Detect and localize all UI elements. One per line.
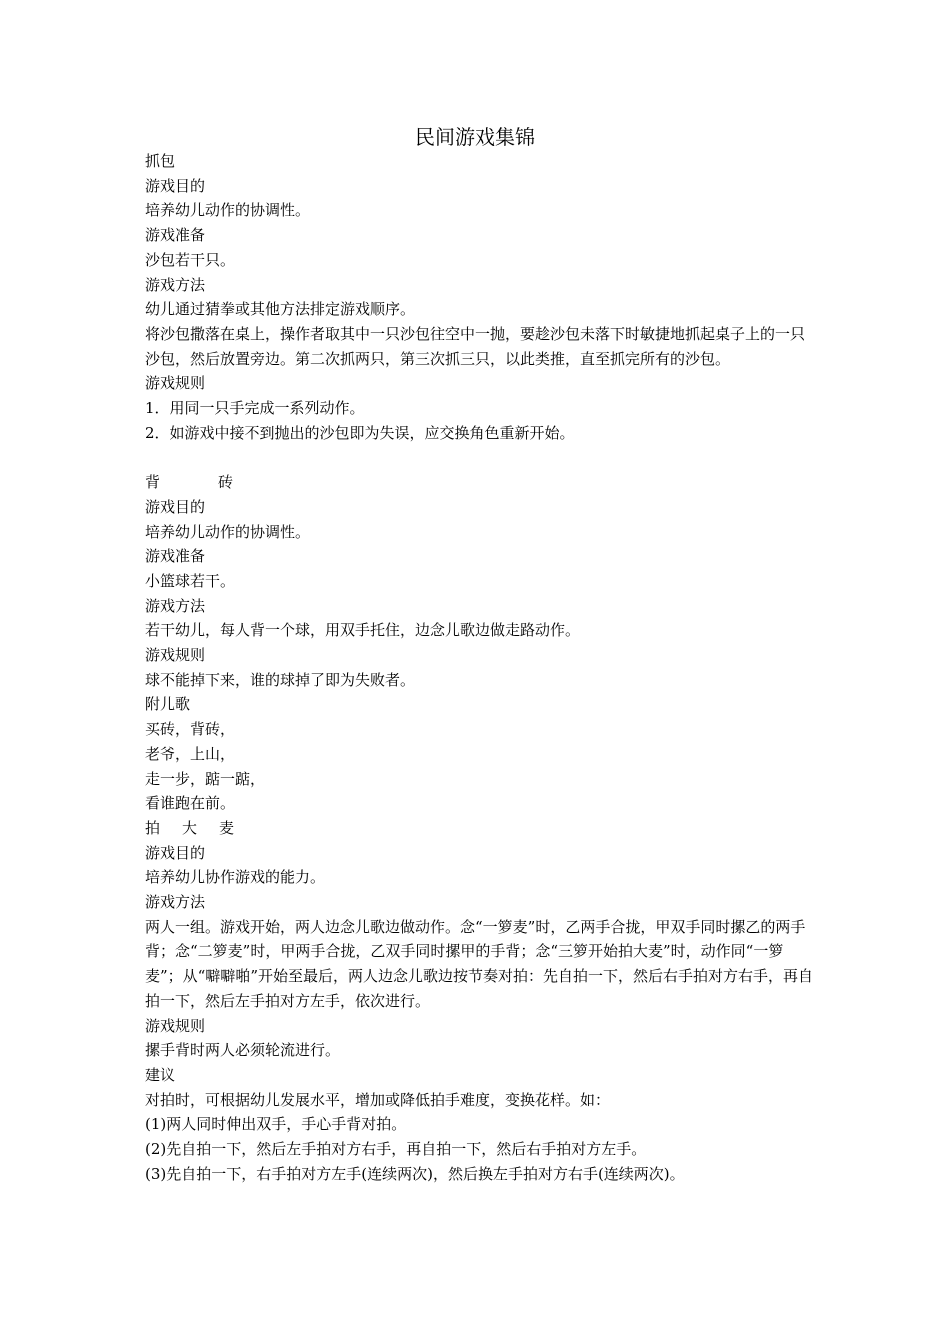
paragraph: 培养幼儿协作游戏的能力。: [145, 868, 326, 887]
paragraph: 两人一组。游戏开始，两人边念儿歌边做动作。念“一箩麦”时，乙两手合拢，甲双手同时摞乙的两手背；念“二箩麦”时，甲两手合拢，乙双手同时摞甲的手背；念“三箩开始拍大麦”时，动作同“一箩麦”；从“噼噼啪”开始至最后，两人边念儿歌边按节奏对拍：先自拍一下，然后右手拍对方右手，再自拍一下，然后左手拍对方左手，依次进行。: [145, 917, 814, 1010]
section-heading: 游戏目的: [145, 843, 206, 862]
game-name-char: 背: [145, 473, 161, 492]
song-line: 买砖，背砖，: [145, 720, 236, 739]
list-item: (2)先自拍一下，然后左手拍对方右手，再自拍一下，然后右手拍对方左手。: [145, 1140, 647, 1159]
list-item: (1)两人同时伸出双手，手心手背对拍。: [145, 1115, 407, 1134]
section-heading: 游戏规则: [145, 646, 206, 665]
rule-item: 1．用同一只手完成一系列动作。: [145, 399, 365, 418]
paragraph: 小篮球若干。: [145, 571, 236, 590]
document-body: [145, 149, 815, 1187]
section-heading: 附儿歌: [145, 695, 191, 714]
paragraph: 幼儿通过猜拳或其他方法排定游戏顺序。: [145, 300, 416, 319]
section-heading: 游戏准备: [145, 226, 206, 245]
section-heading: 游戏方法: [145, 275, 206, 294]
section-heading: 游戏目的: [145, 176, 206, 195]
section-heading: 建议: [145, 1066, 176, 1084]
game-name-char: 大: [182, 818, 198, 837]
list-item: (3)先自拍一下，右手拍对方左手(连续两次)，然后换左手拍对方右手(连续两次)。: [145, 1164, 685, 1183]
paragraph: 摞手背时两人必须轮流进行。: [145, 1041, 341, 1060]
blank-line: [145, 445, 815, 470]
game-name-char: 砖: [218, 473, 234, 492]
paragraph: 对拍时，可根据幼儿发展水平，增加或降低拍手难度，变换花样。如：: [145, 1090, 611, 1109]
song-line: 老爷，上山，: [145, 744, 236, 763]
rule-item: 2．如游戏中接不到抛出的沙包即为失误，应交换角色重新开始。: [145, 423, 575, 442]
section-heading: 游戏准备: [145, 547, 206, 566]
paragraph: 球不能掉下来，谁的球掉了即为失败者。: [145, 670, 416, 689]
paragraph: 将沙包撒落在桌上，操作者取其中一只沙包往空中一抛，要趁沙包未落下时敏捷地抓起桌子上的一只沙包，然后放置旁边。第二次抓两只，第三次抓三只，以此类推，直至抓完所有的沙包。: [145, 324, 806, 368]
game-name: [145, 816, 815, 841]
game-name-char: 麦: [219, 818, 235, 837]
song-line: 走一步，踮一踮，: [145, 769, 266, 788]
paragraph: 沙包若干只。: [145, 250, 236, 269]
section-heading: 游戏方法: [145, 596, 206, 615]
section-heading: 游戏规则: [145, 1016, 206, 1035]
game-name: 抓包: [145, 152, 176, 170]
game-name-char: 拍: [145, 818, 161, 837]
paragraph: 培养幼儿动作的协调性。: [145, 522, 311, 541]
game-name: [145, 470, 815, 495]
document-title: 民间游戏集锦: [415, 125, 535, 149]
song-line: 看谁跑在前。: [145, 794, 236, 813]
section-heading: 游戏规则: [145, 374, 206, 393]
section-heading: 游戏方法: [145, 893, 206, 912]
section-heading: 游戏目的: [145, 497, 206, 516]
paragraph: 若干幼儿，每人背一个球，用双手托住，边念儿歌边做走路动作。: [145, 621, 581, 640]
paragraph: 培养幼儿动作的协调性。: [145, 201, 311, 220]
